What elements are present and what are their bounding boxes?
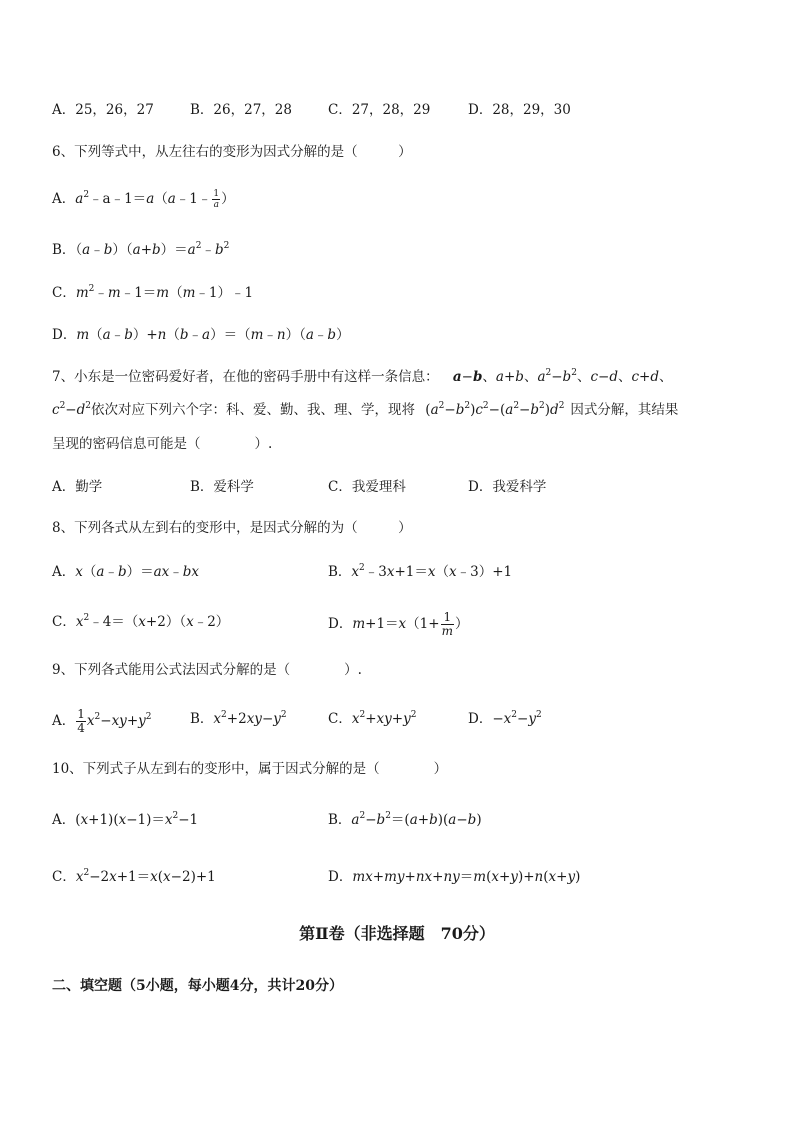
q8-options-row-1 [0, 561, 794, 585]
q8-option-a: A．x（a﹣b）＝ax﹣bx [52, 564, 200, 580]
q5-option-b: B．26，27，28 [190, 102, 292, 118]
q8-option-b: B．$x^2﹣3x+1=x(x﹣3)+1$ [328, 563, 513, 580]
q9-option-b: B．$x^2+2xy-y^2$ [190, 710, 287, 727]
q9-option-c: C．$x^2+xy+y^2$ [328, 710, 417, 727]
q10-option-d: D．mx+my+nx+ny＝m(x+y)+n(x+y) [328, 869, 581, 885]
q8-option-d: D．m+1＝x（1+ $\frac{1}{m}$ ） [328, 610, 469, 638]
part2-title: 第Ⅱ卷（非选择题 70分） [299, 924, 495, 943]
q5-option-a: A．25，26，27 [52, 102, 154, 118]
q7-text-2b: 因式分解，其结果 [570, 402, 679, 418]
q7-option-d: D．我爱科学 [468, 479, 547, 495]
q7-options [0, 476, 794, 500]
q5-option-c: C．27，28，29 [328, 102, 431, 118]
q7-expression: $(a^2-b^2)c^2-(a^2-b^2)d^2$ [425, 401, 565, 418]
q10-option-c: C．$x^2-2x+1=x(x-2)+1$ [52, 868, 216, 885]
q8-options-row-2 [0, 610, 794, 638]
q6-stem: 6、下列等式中，从左往右的变形为因式分解的是（ ） [52, 144, 412, 160]
section2-heading: 二、填空题（5小题，每小题4分，共计20分） [52, 978, 343, 994]
q6-option-d: D．m（a﹣b）+n（b﹣a）＝（m﹣n）（a﹣b） [52, 327, 350, 343]
q5-option-d: D．28，29，30 [468, 102, 571, 118]
q9-option-a: A． $\frac{1}{4}$ $x^2-xy+y^2$ [52, 707, 152, 735]
q10-option-a: A．$(x+1)(x-1)=x^2-1$ [52, 811, 199, 828]
q6-option-b: B．$(a﹣b)(a+b)=a^2﹣b^2$ [52, 241, 230, 258]
q7-option-c: C．我爱理科 [328, 479, 406, 495]
q10-options-row-1 [0, 809, 794, 833]
q7-text-1: 7、小东是一位密码爱好者，在他的密码手册中有这样一条信息： [52, 369, 439, 385]
q7-line-3: 呈现的密码信息可能是（ ）. [52, 436, 273, 452]
q6-option-c: C．$m^2﹣m﹣1=m(m﹣1)﹣1$ [52, 284, 254, 301]
q8-stem: 8、下列各式从左到右的变形中，是因式分解的为（ ） [52, 520, 412, 536]
q7-codes: a−b、a+b、$a^2-b^2$、c−d、c+d、 [452, 368, 673, 385]
q9-option-d: D．$-x^2-y^2$ [468, 710, 542, 727]
q7-option-b: B．爱科学 [190, 479, 254, 495]
q7-option-a: A．勤学 [52, 479, 103, 495]
q9-stem: 9、下列各式能用公式法因式分解的是（ ）. [52, 662, 362, 678]
q5-options [0, 99, 794, 123]
q7-line-1 [52, 367, 742, 387]
q10-options-row-2 [0, 866, 794, 890]
q10-option-b: B．$a^2-b^2=(a+b)(a-b)$ [328, 811, 482, 828]
q7-line-2: $c^2-d^2$依次对应下列六个字：科、爱、勤、我、理、学，现将 $(a^2-b^2)c^2-(a^2-b^2)d^2$ 因式分解，其结果 [52, 401, 679, 418]
q9-options [0, 707, 794, 735]
q6-option-a: A．$a^2﹣a﹣1=a(a﹣1﹣$ $\frac{1}{a}$ ） [52, 189, 235, 210]
q8-option-c: C．$x^2﹣4=(x+2)(x﹣2)$ [52, 613, 230, 630]
q10-stem: 10、下列式子从左到右的变形中，属于因式分解的是（ ） [52, 761, 448, 777]
